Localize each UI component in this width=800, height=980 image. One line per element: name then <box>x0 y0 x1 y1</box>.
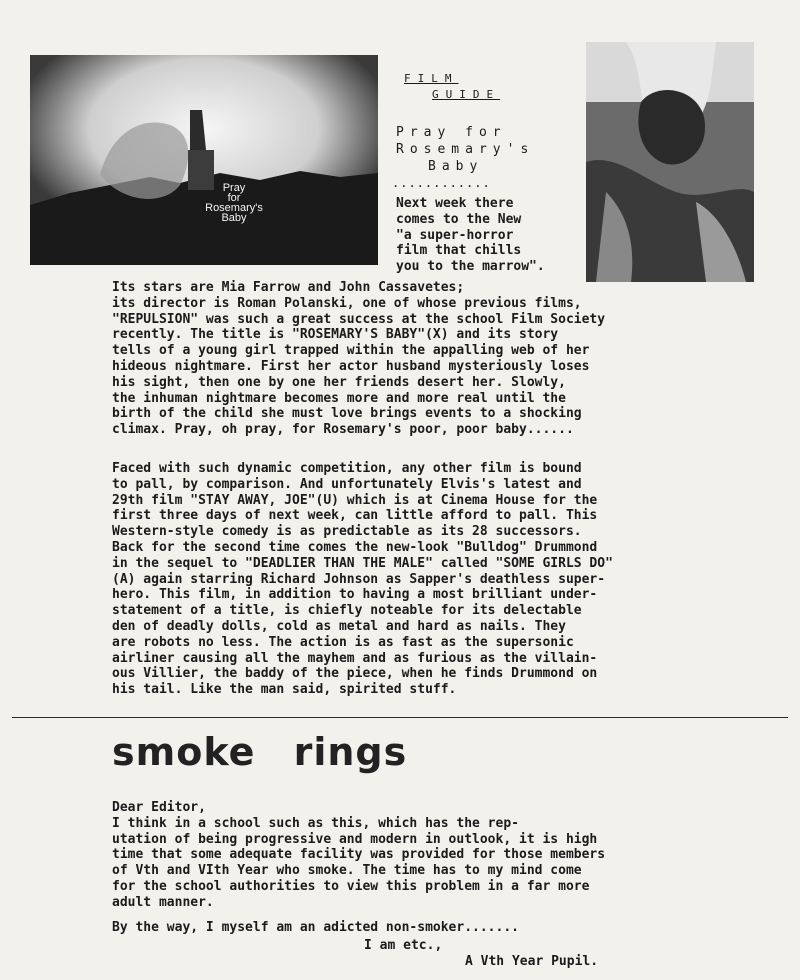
text-line: of Vth and VIth Year who smoke. The time has to my mind come <box>112 863 582 879</box>
postscript: By the way, I myself am an adicted non-smoker....... <box>112 919 519 935</box>
text-line: "REPULSION" was such a great success at the school Film Society <box>112 311 606 327</box>
text-line: Western-style comedy is as predictable as its 28 successors. <box>112 524 582 540</box>
film-review-paragraph-2 <box>112 461 752 698</box>
letter-signature: A Vth Year Pupil. <box>465 954 599 969</box>
text-line: comes to the New <box>396 211 522 227</box>
text-line: I think in a school such as this, which has the rep- <box>112 815 519 831</box>
actress-photo-graphic <box>586 42 754 282</box>
letter-signoff: I am etc., <box>364 938 443 953</box>
text-line: first three days of next week, can little afford to pall. This <box>112 508 598 524</box>
text-line: hero. This film, in addition to having a most brilliant under- <box>112 587 598 603</box>
film-still-image <box>30 55 378 265</box>
smoke-rings-heading: smoke rings <box>112 730 408 774</box>
guide-heading: GUIDE <box>432 88 501 101</box>
text-line: den of deadly dolls, cold as metal and hard as nails. They <box>112 618 566 634</box>
text-line: statement of a title, is chiefly noteable for its delectable <box>112 603 582 619</box>
section-divider <box>12 717 788 718</box>
text-line: birth of the child she must love brings events to a shocking <box>112 406 582 422</box>
text-line: for the school authorities to view this problem in a far more <box>112 878 590 894</box>
film-title-line-1: Pray for <box>396 125 507 140</box>
text-line: to pall, by comparison. And unfortunately Elvis's latest and <box>112 476 582 492</box>
text-line: ous Villier, the baddy of the piece, when he finds Drummond on <box>112 666 598 682</box>
film-title-line-3: Baby <box>428 159 484 174</box>
actress-photo <box>586 42 754 282</box>
text-line: Faced with such dynamic competition, any other film is bound <box>112 461 582 476</box>
salutation: Dear Editor, <box>112 800 206 815</box>
intro-text <box>396 196 586 275</box>
text-line: recently. The title is "ROSEMARY'S BABY"(X) and its story <box>112 327 559 343</box>
film-review-paragraph-1 <box>112 280 752 438</box>
poster-line: Rosemary's <box>205 202 263 214</box>
text-line: its director is Roman Polanski, one of whose previous films, <box>112 295 582 311</box>
film-title-line-2: Rosemary's <box>396 142 535 157</box>
text-line: time that some adequate facility was provided for those members <box>112 847 606 863</box>
text-line: Next week there <box>396 196 514 211</box>
title-separator: ............ <box>392 176 491 190</box>
text-line: climax. Pray, oh pray, for Rosemary's poor, poor baby...... <box>112 422 574 438</box>
text-line: tells of a young girl trapped within the appalling web of her <box>112 343 590 359</box>
film-still-graphic <box>30 55 378 265</box>
text-line: the inhuman nightmare becomes more and more real until the <box>112 390 566 406</box>
text-line: utation of being progressive and modern in outlook, it is high <box>112 831 598 847</box>
text-line: Back for the second time comes the new-look "Bulldog" Drummond <box>112 539 598 555</box>
poster-line: for <box>227 192 241 204</box>
poster-line: Baby <box>221 212 247 224</box>
text-line: 29th film "STAY AWAY, JOE"(U) which is at Cinema House for the <box>112 492 598 508</box>
text-line: in the sequel to "DEADLIER THAN THE MALE" called "SOME GIRLS DO" <box>112 555 613 571</box>
letter-to-editor <box>112 800 762 935</box>
poster-line: Pray <box>222 182 246 194</box>
text-line: hideous nightmare. First her actor husband mysteriously loses <box>112 358 590 374</box>
text-line: are robots no less. The action is as fast as the supersonic <box>112 634 574 650</box>
text-line: (A) again starring Richard Johnson as Sapper's deathless super- <box>112 571 606 587</box>
text-line: film that chills <box>396 243 522 259</box>
text-line: you to the marrow". <box>396 259 545 275</box>
text-line: adult manner. <box>112 894 214 910</box>
text-line: Its stars are Mia Farrow and John Cassavetes; <box>112 280 465 295</box>
text-line: his sight, then one by one her friends desert her. Slowly, <box>112 374 566 390</box>
text-line: his tail. Like the man said, spirited stuff. <box>112 682 457 698</box>
film-heading: FILM <box>404 72 459 85</box>
text-line: "a super-horror <box>396 227 514 243</box>
text-line: airliner causing all the mayhem and as furious as the villain- <box>112 650 598 666</box>
poster-title <box>198 183 270 223</box>
